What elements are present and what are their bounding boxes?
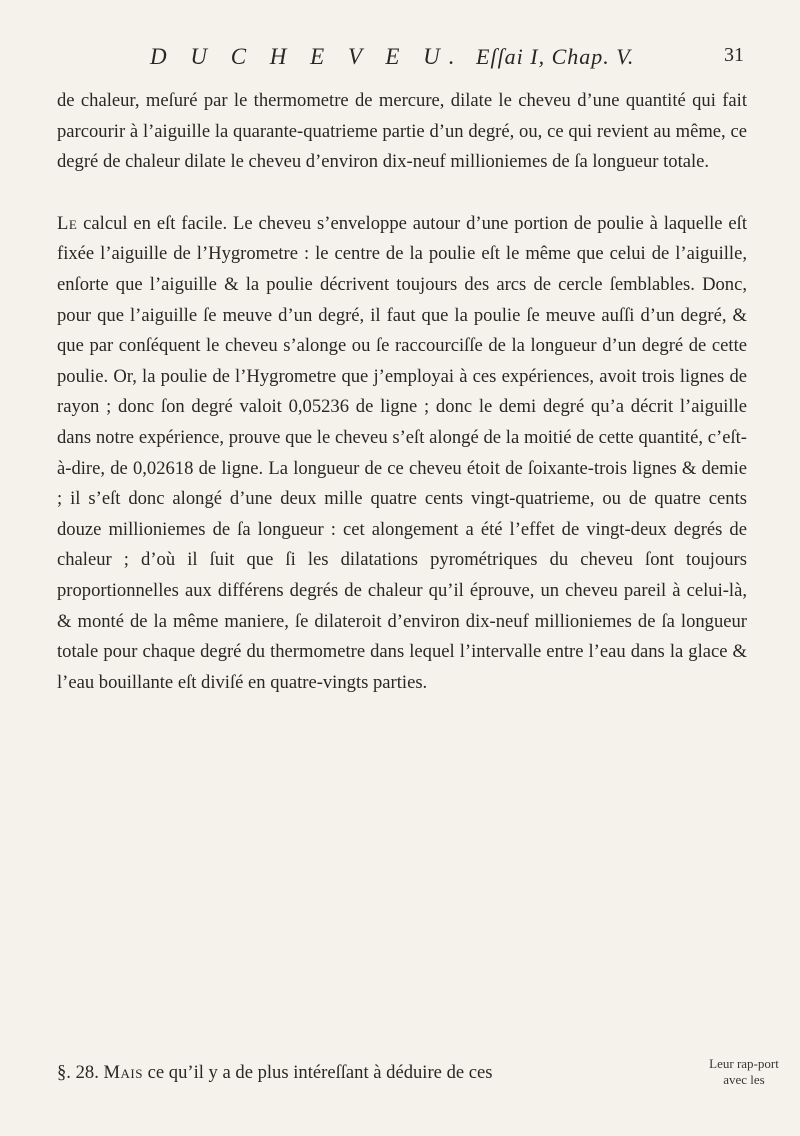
paragraph-2 [57, 209, 747, 699]
running-head-essay: Eſſai I, Chap. V. [476, 44, 635, 69]
running-head [150, 44, 710, 70]
paragraph-1: de chaleur, meſuré par le thermometre de mercure, dilate le cheveu d’une quantité qui fait parcourir à l’aiguille la quarante-quatrieme partie d’un degré, ou, ce qui revient au même, ce degré de chaleur dilate le cheveu d’environ dix-neuf millioniemes de ſa longueur totale. [57, 90, 747, 173]
body-text [57, 86, 747, 698]
paragraph-2-text: calcul en eſt facile. Le cheveu s’enveloppe autour d’une portion de poulie à laquelle eſt fixée l’aiguille de l’Hygrometre : le centre de la poulie eſt le même que celui de l’aiguille, enſorte que l’aiguille & la poulie décrivent toujours des arcs de cercle ſemblables. Donc, pour que l’aiguille ſe meuve d’un degré, il faut que la poulie ſe meuve auſſi d’un degré, & que par conſéquent le cheveu s’alonge ou ſe raccourciſſe de la longueur d’un degré de cette poulie. Or, la poulie de l’Hygrometre que j’employai à ces expériences, avoit trois lignes de rayon ; donc ſon degré valoit 0,05236 de ligne ; donc le demi degré qu’a décrit l’aiguille dans notre expérience, prouve que le cheveu s’eſt alongé de la moitié de cette quantité, c’eſt-à-dire, de 0,02618 de ligne. La longueur de ce cheveu étoit de ſoixante-trois lignes & demie ; il s’eſt donc alongé d’une deux mille quatre cents vingt-quatrieme, ou de quatre cents douze millioniemes de ſa longueur : cet alongement a été l’effet de vingt-deux degrés de chaleur ; d’où il ſuit que ſi les dilatations pyrométriques du cheveu ſont toujours proportionnelles aux différens degrés de chaleur qu’il éprouve, un cheveu pareil à celui-là, & monté de la même maniere, ſe dilateroit d’environ dix-neuf millioniemes de ſa longueur totale pour chaque degré du thermometre dans lequel l’intervalle entre l’eau dans la glace & l’eau bouillante eſt diviſé en quatre-vingts parties. [57, 212, 747, 693]
section-lead: Mais [103, 1062, 143, 1083]
running-head-title: D U C H E V E U. [150, 44, 464, 69]
section-28-start [57, 1062, 677, 1084]
page-number: 31 [724, 44, 744, 66]
margin-note: Leur rap-port avec les [709, 1056, 779, 1087]
section-text: ce qu’il y a de plus intéreſſant à déduire de ces [142, 1062, 493, 1083]
section-number: §. 28. [57, 1062, 99, 1083]
paragraph-2-lead: Le [57, 212, 78, 234]
